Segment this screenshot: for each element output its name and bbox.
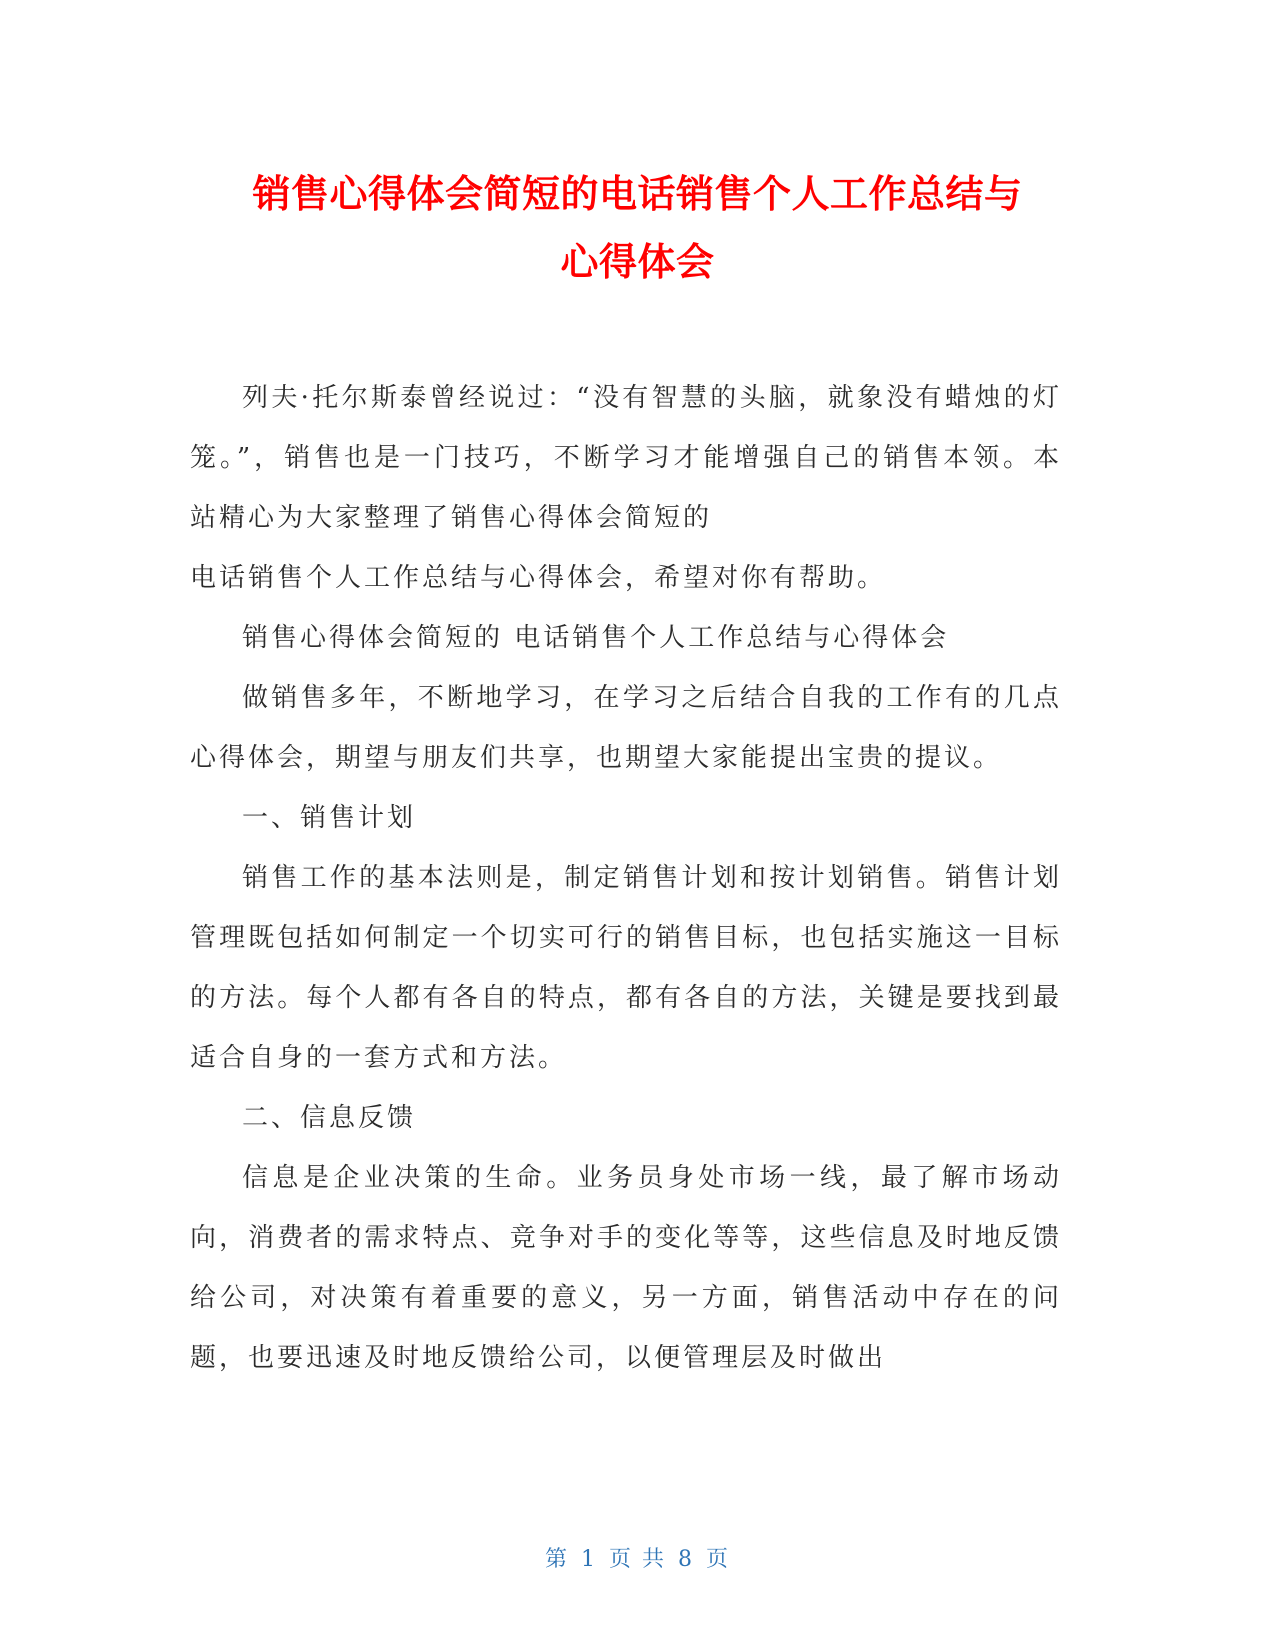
paragraph-feedback: 信息是企业决策的生命。业务员身处市场一线，最了解市场动向，消费者的需求特点、竞争对手的变化等等，这些信息及时地反馈给公司，对决策有着重要的意义，另一方面，销售活动中存在的问题，也要迅速及时地反馈给公司，以便管理层及时做出 bbox=[190, 1163, 1062, 1373]
document-body bbox=[190, 368, 1062, 1388]
section-heading-feedback: 二、信息反馈 bbox=[242, 1103, 417, 1133]
footer-middle: 页 共 bbox=[609, 1547, 666, 1572]
paragraph-sales-plan: 销售工作的基本法则是，制定销售计划和按计划销售。销售计划管理既包括如何制定一个切实可行的销售目标，也包括实施这一目标的方法。每个人都有各自的特点，都有各自的方法，关键是要找到最适合自身的一套方式和方法。 bbox=[190, 863, 1062, 1073]
document-title bbox=[160, 160, 1115, 296]
paragraph-intro-continued: 电话销售个人工作总结与心得体会，希望对你有帮助。 bbox=[190, 563, 887, 593]
footer-total-pages: 8 bbox=[678, 1547, 694, 1572]
footer-current-page: 1 bbox=[581, 1547, 597, 1572]
footer-prefix: 第 bbox=[544, 1547, 569, 1572]
paragraph-intro: 列夫·托尔斯泰曾经说过：“没有智慧的头脑，就象没有蜡烛的灯笼。”，销售也是一门技巧，不断学习才能增强自己的销售本领。本站精心为大家整理了销售心得体会简短的 bbox=[190, 383, 1062, 533]
footer-suffix: 页 bbox=[706, 1547, 731, 1572]
paragraph-opening: 做销售多年，不断地学习，在学习之后结合自我的工作有的几点心得体会，期望与朋友们共享，也期望大家能提出宝贵的提议。 bbox=[190, 683, 1062, 773]
section-heading-sales-plan: 一、销售计划 bbox=[242, 803, 417, 833]
title-line-1: 销售心得体会简短的电话销售个人工作总结与 bbox=[252, 172, 1023, 216]
paragraph-subtitle: 销售心得体会简短的 电话销售个人工作总结与心得体会 bbox=[242, 623, 950, 653]
page-footer bbox=[0, 1542, 1275, 1573]
title-line-2: 心得体会 bbox=[560, 240, 715, 284]
